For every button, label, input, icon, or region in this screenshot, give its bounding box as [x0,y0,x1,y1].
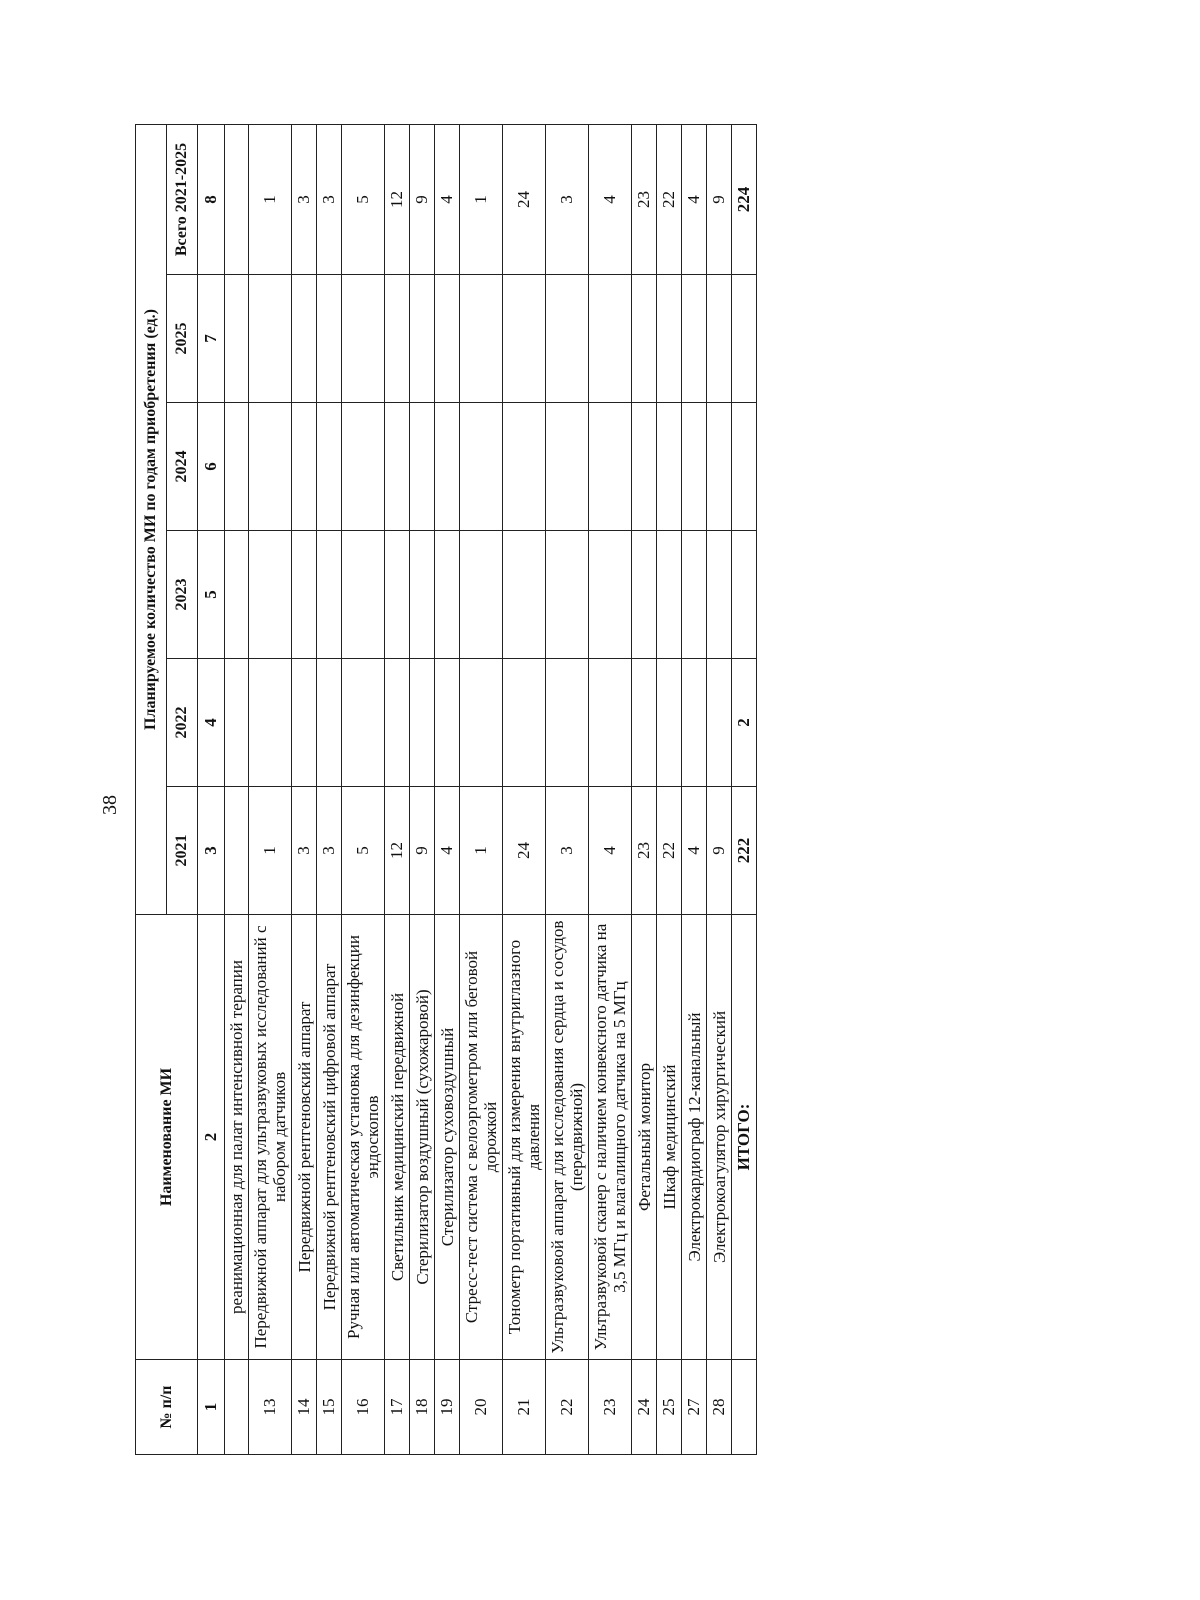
qty-total: 1 [249,124,292,274]
qty-2022 [657,659,682,787]
header-year-2024: 2024 [167,403,198,531]
table-row [342,124,385,1454]
header-year-2021: 2021 [167,787,198,915]
qty-total: 24 [503,124,546,274]
qty-2021: 3 [317,787,342,915]
table-row [317,124,342,1454]
qty-2021: 3 [292,787,317,915]
qty-2023 [707,531,732,659]
qty-2023 [503,531,546,659]
qty-2024 [385,403,410,531]
qty-2025 [503,275,546,403]
qty-2022 [410,659,435,787]
qty-2022 [342,659,385,787]
table-row [546,124,589,1454]
qty-2022 [385,659,410,787]
qty-2024 [589,403,632,531]
qty-2025 [589,275,632,403]
row-number: 19 [435,1360,460,1455]
equipment-name: Передвижной аппарат для ультразвуковых исследований с набором датчиков [249,915,292,1360]
row-number [225,1360,249,1455]
equipment-name: реанимационная для палат интенсивной терапии [225,915,249,1360]
total-2021: 222 [732,787,757,915]
column-number: 3 [198,787,225,915]
qty-2025 [342,275,385,403]
equipment-name: Фетальный монитор [632,915,657,1360]
qty-2023 [589,531,632,659]
qty-2024 [707,403,732,531]
medical-equipment-table [135,124,757,1455]
qty-2023 [317,531,342,659]
row-number: 27 [682,1360,707,1455]
qty-2024 [410,403,435,531]
header-num: № п/п [136,1360,198,1455]
table-row [589,124,632,1454]
row-number: 23 [589,1360,632,1455]
qty-2024 [225,403,249,531]
equipment-name: Ручная или автоматическая установка для дезинфекции эндоскопов [342,915,385,1360]
equipment-name: Электрокоагулятор хирургический [707,915,732,1360]
column-number: 7 [198,275,225,403]
page-number: 38 [99,795,121,815]
qty-total: 22 [657,124,682,274]
row-number: 20 [460,1360,503,1455]
table-row [657,124,682,1454]
equipment-name: Стерилизатор суховоздушный [435,915,460,1360]
qty-total: 12 [385,124,410,274]
qty-2025 [707,275,732,403]
column-number: 5 [198,531,225,659]
table-row [707,124,732,1454]
table-row [632,124,657,1454]
qty-2021: 1 [460,787,503,915]
equipment-name: Передвижной рентгеновский цифровой аппарат [317,915,342,1360]
qty-2025 [292,275,317,403]
qty-2021: 3 [546,787,589,915]
qty-2025 [225,275,249,403]
table-row [385,124,410,1454]
total-2025 [732,275,757,403]
row-number: 22 [546,1360,589,1455]
qty-2024 [503,403,546,531]
qty-total: 4 [435,124,460,274]
column-number: 6 [198,403,225,531]
qty-2023 [546,531,589,659]
qty-2025 [410,275,435,403]
row-number: 21 [503,1360,546,1455]
qty-2021: 24 [503,787,546,915]
row-number: 16 [342,1360,385,1455]
equipment-name: Стресс-тест система с велоэргометром или беговой дорожкой [460,915,503,1360]
qty-2022 [435,659,460,787]
qty-2022 [546,659,589,787]
table-row [225,124,249,1454]
qty-2023 [225,531,249,659]
qty-2022 [707,659,732,787]
qty-2021: 23 [632,787,657,915]
qty-2021: 4 [682,787,707,915]
qty-2025 [632,275,657,403]
row-number: 18 [410,1360,435,1455]
header-group: Планируемое количество МИ по годам приобретения (ед.) [136,124,167,914]
column-number: 1 [198,1360,225,1455]
qty-total: 4 [682,124,707,274]
qty-2023 [410,531,435,659]
qty-2024 [317,403,342,531]
row-number: 25 [657,1360,682,1455]
qty-2022 [460,659,503,787]
qty-2021: 4 [435,787,460,915]
column-number: 4 [198,659,225,787]
qty-2023 [435,531,460,659]
row-number: 24 [632,1360,657,1455]
qty-2024 [657,403,682,531]
qty-2024 [292,403,317,531]
total-row [732,124,757,1454]
qty-total [225,124,249,274]
qty-2022 [632,659,657,787]
table-row [249,124,292,1454]
qty-2021: 5 [342,787,385,915]
qty-2023 [682,531,707,659]
equipment-name: Светильник медицинский передвижной [385,915,410,1360]
qty-2025 [460,275,503,403]
equipment-name: Передвижной рентгеновский аппарат [292,915,317,1360]
qty-2021: 4 [589,787,632,915]
qty-2021: 22 [657,787,682,915]
qty-2025 [657,275,682,403]
table-row [682,124,707,1454]
qty-2022 [589,659,632,787]
row-number: 15 [317,1360,342,1455]
equipment-name: Стерилизатор воздушный (сухожаровой) [410,915,435,1360]
total-2023 [732,531,757,659]
qty-2023 [342,531,385,659]
qty-2024 [435,403,460,531]
table-row [410,124,435,1454]
qty-2024 [546,403,589,531]
qty-2024 [249,403,292,531]
qty-total: 1 [460,124,503,274]
column-numbers-row [198,124,225,1454]
column-number: 8 [198,124,225,274]
row-number: 14 [292,1360,317,1455]
qty-2024 [342,403,385,531]
qty-2022 [292,659,317,787]
qty-2023 [632,531,657,659]
qty-2023 [657,531,682,659]
table-row [292,124,317,1454]
qty-2022 [503,659,546,787]
total-label: ИТОГО: [732,915,757,1360]
table-row [460,124,503,1454]
qty-total: 3 [317,124,342,274]
qty-2021: 1 [249,787,292,915]
rotated-table-container [135,125,935,1455]
header-year-2023: 2023 [167,531,198,659]
total-2022: 2 [732,659,757,787]
qty-2025 [546,275,589,403]
qty-2021: 9 [707,787,732,915]
qty-total: 9 [410,124,435,274]
qty-2024 [460,403,503,531]
header-name: Наименование МИ [136,915,198,1360]
qty-2023 [385,531,410,659]
total-all: 224 [732,124,757,274]
equipment-name: Ультразвуковой сканер с наличием конвексного датчика на 3,5 МГц и влагалищного датчика на 5 МГц [589,915,632,1360]
row-number: 13 [249,1360,292,1455]
equipment-name: Электрокардиограф 12-канальный [682,915,707,1360]
qty-2024 [632,403,657,531]
qty-2025 [385,275,410,403]
table-row [435,124,460,1454]
qty-2025 [682,275,707,403]
header-year-2025: 2025 [167,275,198,403]
qty-total: 9 [707,124,732,274]
qty-2025 [317,275,342,403]
header-year-2022: 2022 [167,659,198,787]
qty-2023 [460,531,503,659]
equipment-name: Шкаф медицинский [657,915,682,1360]
qty-2021: 9 [410,787,435,915]
equipment-name: Тонометр портативный для измерения внутриглазного давления [503,915,546,1360]
total-2024 [732,403,757,531]
qty-2022 [225,659,249,787]
qty-total: 4 [589,124,632,274]
qty-total: 23 [632,124,657,274]
header-total: Всего 2021-2025 [167,124,198,274]
qty-2021 [225,787,249,915]
row-number: 17 [385,1360,410,1455]
qty-2022 [249,659,292,787]
qty-total: 3 [546,124,589,274]
qty-total: 3 [292,124,317,274]
row-number: 28 [707,1360,732,1455]
qty-2021: 12 [385,787,410,915]
qty-2023 [292,531,317,659]
qty-2022 [682,659,707,787]
column-number: 2 [198,915,225,1360]
equipment-name: Ультразвуковой аппарат для исследования сердца и сосудов (передвижной) [546,915,589,1360]
qty-2025 [435,275,460,403]
qty-2022 [317,659,342,787]
total-blank [732,1360,757,1455]
table-row [503,124,546,1454]
qty-2023 [249,531,292,659]
qty-2024 [682,403,707,531]
qty-2025 [249,275,292,403]
qty-total: 5 [342,124,385,274]
header-row-1 [136,124,167,1454]
